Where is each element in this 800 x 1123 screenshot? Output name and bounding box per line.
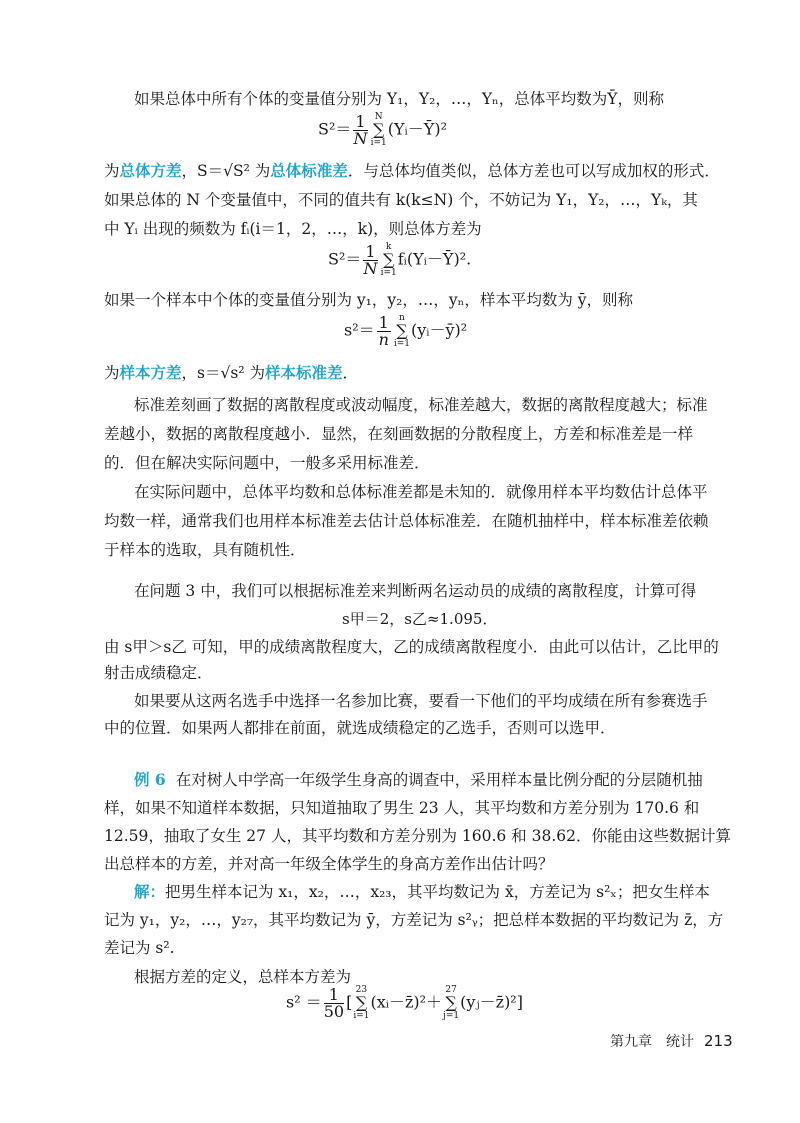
fraction (323, 984, 345, 1021)
fraction (363, 241, 378, 278)
denominator: n (378, 329, 389, 349)
formula-lhs: S²＝ (328, 249, 362, 269)
text-line: 如果要从这两名选手中选择一名参加比赛，要看一下他们的平均成绩在所有参赛选手 (134, 692, 708, 710)
chapter-label: 第九章 统计 (610, 1034, 694, 1050)
text-line (134, 769, 703, 791)
text-line: 如果总体中所有个体的变量值分别为 Y₁，Y₂，…，Yₙ，总体平均数为Ȳ，则称 (134, 90, 664, 108)
text-line: 记为 y₁，y₂，…，y₂₇，其平均数记为 ȳ，方差记为 s²ᵧ；把总样本数据的平均数记为 z̄，方 (104, 911, 724, 929)
sigma-icon: ∑ (382, 250, 395, 269)
sum-upper: 27 (445, 985, 457, 995)
numerator: 1 (355, 111, 366, 131)
sum-lower: i=1 (353, 1011, 370, 1021)
text: 为 (104, 162, 120, 180)
formula-rhs: fᵢ(Yᵢ－Ȳ)². (397, 249, 472, 269)
text-line: 12.59，抽取了女生 27 人，其平均数和方差分别为 160.6 和 38.62．你能由这些数据计算 (104, 827, 731, 845)
text-line: 标准差刻画了数据的离散程度或波动幅度，标准差越大，数据的离散程度越大；标准 (134, 396, 708, 414)
summation (353, 985, 369, 1021)
text: ，s＝√s² 为 (181, 364, 265, 382)
page-number: 213 (704, 1032, 733, 1050)
text-line: 差记为 s². (104, 939, 175, 957)
term-population-sd: 总体标准差 (270, 161, 348, 180)
denominator: N (353, 128, 368, 148)
term-population-variance: 总体方差 (119, 161, 182, 180)
sum-upper: n (399, 313, 405, 323)
text-line: 差越小，数据的离散程度越小．显然，在刻画数据的分散程度上，方差和标准差是一样 (104, 425, 694, 443)
text: ．与总体均值类似，总体方差也可以写成加权的形式． (347, 162, 720, 180)
text-line: 中的位置．如果两人都排在前面，就选成绩稳定的乙选手，否则可以选甲． (104, 719, 616, 737)
bracket: [ (346, 992, 353, 1012)
sum-upper: k (385, 242, 392, 252)
text-line: 如果总体的 N 个变量值中，不同的值共有 k(k≤N) 个，不妨记为 Y₁，Y₂，…，Yₖ，其 (104, 191, 698, 209)
sum-upper: 23 (355, 985, 368, 995)
text-line: 在问题 3 中，我们可以根据标准差来判断两名运动员的成绩的离散程度，计算可得 (134, 582, 697, 600)
summation (371, 112, 387, 148)
text: 把男生样本记为 x₁，x₂，…，x₂₃，其平均数记为 x̄，方差记为 s²ₓ；把女生样本 (165, 883, 710, 901)
formula-weighted-variance (328, 242, 471, 278)
text-line (134, 881, 710, 903)
page-footer (610, 1031, 733, 1051)
sigma-icon: ∑ (372, 120, 385, 139)
formula-sd-values: s甲＝2，s乙≈1.095． (342, 610, 498, 628)
text: ，S＝√S² 为 (181, 162, 271, 180)
text-line: 均数一样，通常我们也用样本标准差去估计总体标准差．在随机抽样中，样本标准差依赖 (104, 512, 709, 530)
formula-population-variance (318, 112, 447, 148)
numerator: 1 (365, 241, 376, 261)
sigma-icon: ∑ (396, 321, 408, 340)
text-line: 样，如果不知道样本数据，只知道抽取了男生 23 人，其平均数和方差分别为 170.6 和 (104, 799, 700, 817)
formula-term: (yⱼ－z̄)²] (460, 992, 523, 1012)
text-line: 射击成绩稳定． (104, 664, 213, 682)
term-sample-variance: 样本方差 (119, 363, 182, 382)
summation (381, 242, 397, 278)
formula-lhs: s² ＝ (286, 992, 322, 1012)
formula-rhs: (Yᵢ－Ȳ)² (387, 119, 447, 139)
denominator: 50 (323, 1001, 345, 1021)
denominator: N (363, 258, 378, 278)
text: ． (342, 364, 358, 382)
text: 在对树人中学高一年级学生身高的调查中，采用样本量比例分配的分层随机抽 (175, 771, 703, 789)
solution-label: 解： (134, 882, 166, 901)
fraction (377, 312, 391, 349)
text: 为 (104, 364, 120, 382)
sum-upper: N (374, 112, 383, 122)
text-line (104, 362, 358, 384)
formula-total-variance (286, 985, 523, 1021)
term-sample-sd: 样本标准差 (264, 363, 343, 382)
sum-lower: i=1 (380, 268, 397, 278)
text-line (104, 160, 720, 182)
example-label: 例 6 (134, 770, 166, 789)
numerator: 1 (378, 312, 389, 332)
sum-lower: i=1 (370, 138, 387, 148)
text-line: 根据方差的定义，总样本方差为 (134, 968, 352, 986)
fraction (353, 111, 368, 148)
text-line: 由 s甲＞s乙 可知，甲的成绩离散程度大，乙的成绩离散程度小．由此可以估计，乙比甲的 (104, 638, 719, 656)
text-line: 的．但在解决实际问题中，一般多采用标准差． (104, 454, 430, 472)
sum-lower: j=1 (443, 1011, 460, 1021)
formula-term: (xᵢ－z̄)²＋ (370, 992, 443, 1012)
summation (443, 985, 459, 1021)
sigma-icon: ∑ (355, 993, 368, 1012)
summation (394, 313, 410, 349)
formula-rhs: (yᵢ－ȳ)² (410, 320, 468, 340)
text-line: 于样本的选取，具有随机性． (104, 541, 306, 559)
sum-lower: i=1 (393, 339, 410, 349)
sigma-icon: ∑ (445, 993, 457, 1012)
numerator: 1 (324, 987, 344, 1004)
formula-sample-variance (344, 313, 467, 349)
formula-lhs: s²＝ (344, 320, 375, 340)
formula-lhs: S²＝ (318, 119, 352, 139)
text-line: 如果一个样本中个体的变量值分别为 y₁，y₂，…，yₙ，样本平均数为 ȳ，则称 (104, 291, 634, 309)
text-line: 出总样本的方差，并对高一年级全体学生的身高方差作出估计吗？ (104, 855, 554, 873)
text-line: 中 Yᵢ 出现的频数为 fᵢ(i＝1，2，…，k)，则总体方差为 (104, 220, 482, 238)
text-line: 在实际问题中，总体平均数和总体标准差都是未知的．就像用样本平均数估计总体平 (134, 483, 708, 501)
